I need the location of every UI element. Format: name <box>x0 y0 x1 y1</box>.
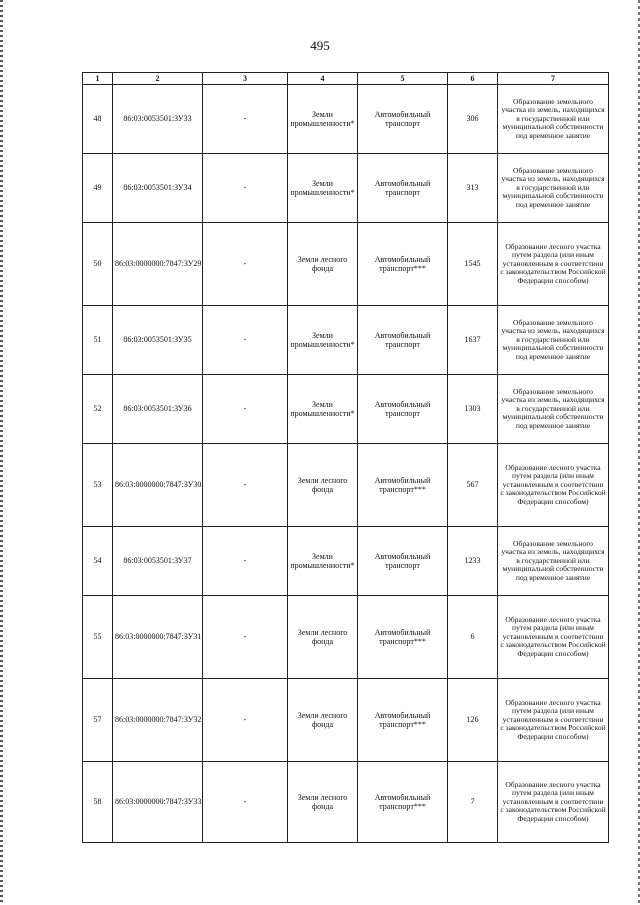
column-header: 4 <box>288 73 358 85</box>
formation-method-cell: Образование земельного участка из земель, находящихся в государственной или муниципальной собственности под временное занятие <box>498 306 609 375</box>
table-header-row <box>83 73 609 85</box>
cadastral-number-cell: 86:03:0053501:ЗУ37 <box>113 527 203 596</box>
cadastral-number-cell: 86:03:0053501:ЗУ36 <box>113 375 203 444</box>
row-number-cell: 52 <box>83 375 113 444</box>
column-header: 5 <box>358 73 448 85</box>
area-cell: 1233 <box>448 527 498 596</box>
permitted-use-cell: Автомобильный транспорт <box>358 85 448 154</box>
row-number-cell: 51 <box>83 306 113 375</box>
column-3-cell: - <box>203 596 288 679</box>
row-number-cell: 53 <box>83 444 113 527</box>
table-row <box>83 527 609 596</box>
area-cell: 1545 <box>448 223 498 306</box>
page-number: 495 <box>310 38 330 53</box>
column-3-cell: - <box>203 444 288 527</box>
cadastral-number-cell: 86:03:0053501:ЗУ34 <box>113 154 203 223</box>
area-cell: 1637 <box>448 306 498 375</box>
column-header: 7 <box>498 73 609 85</box>
formation-method-cell: Образование лесного участка путем раздела (или иным установленным в соответствии с законодательством Российской Федерации способом) <box>498 679 609 762</box>
column-3-cell: - <box>203 154 288 223</box>
cadastral-number-cell: 86:03:0000000:7847:ЗУ31 <box>113 596 203 679</box>
row-number-cell: 49 <box>83 154 113 223</box>
row-number-cell: 50 <box>83 223 113 306</box>
area-cell: 126 <box>448 679 498 762</box>
column-3-cell: - <box>203 527 288 596</box>
column-3-cell: - <box>203 762 288 843</box>
formation-method-cell: Образование лесного участка путем раздела (или иным установленным в соответствии с законодательством Российской Федерации способом) <box>498 762 609 843</box>
cadastral-number-cell: 86:03:0053501:ЗУ35 <box>113 306 203 375</box>
land-category-cell: Земли лесного фонда <box>288 223 358 306</box>
formation-method-cell: Образование лесного участка путем раздела (или иным установленным в соответствии с законодательством Российской Федерации способом) <box>498 596 609 679</box>
column-3-cell: - <box>203 375 288 444</box>
area-cell: 567 <box>448 444 498 527</box>
permitted-use-cell: Автомобильный транспорт*** <box>358 223 448 306</box>
land-category-cell: Земли промышленности* <box>288 306 358 375</box>
permitted-use-cell: Автомобильный транспорт <box>358 375 448 444</box>
table-row <box>83 223 609 306</box>
table-row <box>83 154 609 223</box>
cadastral-number-cell: 86:03:0000000:7847:ЗУ33 <box>113 762 203 843</box>
table-row <box>83 85 609 154</box>
column-3-cell: - <box>203 85 288 154</box>
row-number-cell: 58 <box>83 762 113 843</box>
land-plots-table <box>82 72 609 843</box>
column-3-cell: - <box>203 223 288 306</box>
table-row <box>83 679 609 762</box>
formation-method-cell: Образование лесного участка путем раздела (или иным установленным в соответствии с законодательством Российской Федерации способом) <box>498 223 609 306</box>
formation-method-cell: Образование земельного участка из земель, находящихся в государственной или муниципальной собственности под временное занятие <box>498 85 609 154</box>
table-row <box>83 596 609 679</box>
permitted-use-cell: Автомобильный транспорт <box>358 306 448 375</box>
column-3-cell: - <box>203 679 288 762</box>
permitted-use-cell: Автомобильный транспорт <box>358 527 448 596</box>
row-number-cell: 55 <box>83 596 113 679</box>
permitted-use-cell: Автомобильный транспорт*** <box>358 444 448 527</box>
cadastral-number-cell: 86:03:0053501:ЗУ33 <box>113 85 203 154</box>
column-3-cell: - <box>203 306 288 375</box>
formation-method-cell: Образование земельного участка из земель, находящихся в государственной или муниципальной собственности под временное занятие <box>498 527 609 596</box>
area-cell: 7 <box>448 762 498 843</box>
scan-edge-left <box>0 0 3 905</box>
row-number-cell: 48 <box>83 85 113 154</box>
cadastral-number-cell: 86:03:0000000:7847:ЗУ30 <box>113 444 203 527</box>
land-category-cell: Земли промышленности* <box>288 85 358 154</box>
table-row <box>83 306 609 375</box>
formation-method-cell: Образование лесного участка путем раздела (или иным установленным в соответствии с законодательством Российской Федерации способом) <box>498 444 609 527</box>
formation-method-cell: Образование земельного участка из земель, находящихся в государственной или муниципальной собственности под временное занятие <box>498 154 609 223</box>
cadastral-number-cell: 86:03:0000000:7847:ЗУ29 <box>113 223 203 306</box>
formation-method-cell: Образование земельного участка из земель, находящихся в государственной или муниципальной собственности под временное занятие <box>498 375 609 444</box>
land-category-cell: Земли лесного фонда <box>288 444 358 527</box>
area-cell: 1303 <box>448 375 498 444</box>
column-header: 6 <box>448 73 498 85</box>
permitted-use-cell: Автомобильный транспорт*** <box>358 679 448 762</box>
land-category-cell: Земли лесного фонда <box>288 679 358 762</box>
area-cell: 306 <box>448 85 498 154</box>
land-category-cell: Земли промышленности* <box>288 527 358 596</box>
area-cell: 313 <box>448 154 498 223</box>
land-category-cell: Земли промышленности* <box>288 154 358 223</box>
table-row <box>83 762 609 843</box>
column-header: 2 <box>113 73 203 85</box>
land-category-cell: Земли лесного фонда <box>288 596 358 679</box>
column-header: 3 <box>203 73 288 85</box>
table-row <box>83 444 609 527</box>
column-header: 1 <box>83 73 113 85</box>
area-cell: 6 <box>448 596 498 679</box>
row-number-cell: 57 <box>83 679 113 762</box>
permitted-use-cell: Автомобильный транспорт*** <box>358 596 448 679</box>
land-category-cell: Земли лесного фонда <box>288 762 358 843</box>
land-category-cell: Земли промышленности* <box>288 375 358 444</box>
row-number-cell: 54 <box>83 527 113 596</box>
permitted-use-cell: Автомобильный транспорт*** <box>358 762 448 843</box>
table-row <box>83 375 609 444</box>
cadastral-number-cell: 86:03:0000000:7847:ЗУ32 <box>113 679 203 762</box>
permitted-use-cell: Автомобильный транспорт <box>358 154 448 223</box>
